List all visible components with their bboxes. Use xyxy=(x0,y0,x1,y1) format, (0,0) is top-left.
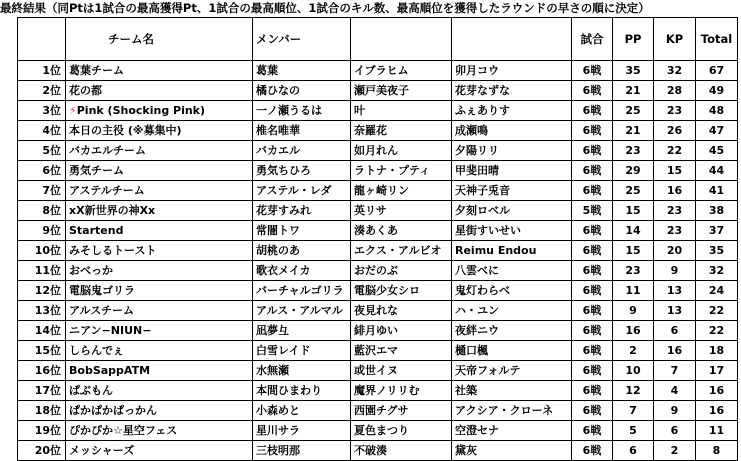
total-cell: 18 xyxy=(696,341,738,361)
rank-cell: 10位 xyxy=(18,241,66,261)
pp-cell: 11 xyxy=(613,281,654,301)
total-cell: 22 xyxy=(696,301,738,321)
team-name-cell: Startend xyxy=(66,221,253,241)
matches-cell: 6戦 xyxy=(572,81,613,101)
table-row xyxy=(18,61,738,81)
matches-cell: 6戦 xyxy=(572,121,613,141)
table-row xyxy=(18,301,738,321)
member-cell: 英リサ xyxy=(351,201,452,221)
pp-cell: 16 xyxy=(613,321,654,341)
matches-header: 試合 xyxy=(572,18,613,61)
pp-cell: 25 xyxy=(613,101,654,121)
total-cell: 8 xyxy=(696,441,738,461)
team-name-cell: xX新世界の神Xx xyxy=(66,201,253,221)
pp-cell: 10 xyxy=(613,361,654,381)
kp-cell: 9 xyxy=(654,401,696,421)
kp-cell: 7 xyxy=(654,361,696,381)
members-header-spacer xyxy=(351,18,452,61)
kp-cell: 22 xyxy=(654,141,696,161)
pp-cell: 35 xyxy=(613,61,654,81)
matches-cell: 6戦 xyxy=(572,401,613,421)
member-cell: Reimu Endou xyxy=(452,241,572,261)
member-cell: 瀬戸美夜子 xyxy=(351,81,452,101)
table-row xyxy=(18,321,738,341)
kp-cell: 2 xyxy=(654,441,696,461)
pp-cell: 14 xyxy=(613,221,654,241)
pp-cell: 5 xyxy=(613,421,654,441)
table-row xyxy=(18,261,738,281)
kp-cell: 9 xyxy=(654,261,696,281)
member-cell: 叶 xyxy=(351,101,452,121)
member-cell: 空澄セナ xyxy=(452,421,572,441)
rank-cell: 1位 xyxy=(18,61,66,81)
pp-cell: 25 xyxy=(613,181,654,201)
kp-cell: 32 xyxy=(654,61,696,81)
team-name-cell: みそしるトースト xyxy=(66,241,253,261)
member-cell: 鬼灯わらべ xyxy=(452,281,572,301)
rank-cell: 14位 xyxy=(18,321,66,341)
member-cell: 凪夢彑 xyxy=(253,321,351,341)
total-cell: 22 xyxy=(696,321,738,341)
matches-cell: 6戦 xyxy=(572,261,613,281)
rank-cell: 2位 xyxy=(18,81,66,101)
matches-cell: 6戦 xyxy=(572,301,613,321)
matches-cell: 6戦 xyxy=(572,181,613,201)
team-name-cell: 本日の主役 (※募集中) xyxy=(66,121,253,141)
member-cell: 龍ヶ崎リン xyxy=(351,181,452,201)
member-cell: 社築 xyxy=(452,381,572,401)
member-cell: 天帝フォルテ xyxy=(452,361,572,381)
matches-cell: 6戦 xyxy=(572,281,613,301)
member-cell: 本間ひまわり xyxy=(253,381,351,401)
rank-header xyxy=(18,18,66,61)
member-cell: 水無瀬 xyxy=(253,361,351,381)
rank-cell: 12位 xyxy=(18,281,66,301)
pp-cell: 21 xyxy=(613,81,654,101)
matches-cell: 6戦 xyxy=(572,381,613,401)
total-cell: 32 xyxy=(696,261,738,281)
page-title: 最終結果（同Ptは1試合の最高獲得Pt、1試合の最高順位、1試合のキル数、最高順位を獲得したラウンドの早さの順に決定） xyxy=(0,1,650,15)
table-row xyxy=(18,401,738,421)
members-header: メンバー xyxy=(253,18,351,61)
rank-cell: 8位 xyxy=(18,201,66,221)
team-name-cell: ニアン−NIUN− xyxy=(66,321,253,341)
table-row xyxy=(18,161,738,181)
team-name-cell: バカエルチーム xyxy=(66,141,253,161)
rank-cell: 4位 xyxy=(18,121,66,141)
kp-cell: 13 xyxy=(654,301,696,321)
rank-cell: 18位 xyxy=(18,401,66,421)
table-row xyxy=(18,361,738,381)
table-row xyxy=(18,441,738,461)
kp-cell: 23 xyxy=(654,101,696,121)
rank-cell: 16位 xyxy=(18,361,66,381)
total-cell: 37 xyxy=(696,221,738,241)
matches-cell: 6戦 xyxy=(572,421,613,441)
member-cell: 夕刻ロベル xyxy=(452,201,572,221)
member-cell: 樋口楓 xyxy=(452,341,572,361)
table-row xyxy=(18,341,738,361)
total-cell: 16 xyxy=(696,401,738,421)
team-name-cell: ぱかぱかぱっかん xyxy=(66,401,253,421)
matches-cell: 6戦 xyxy=(572,61,613,81)
member-cell: 小森めと xyxy=(253,401,351,421)
total-header: Total xyxy=(696,18,738,61)
team-name-cell: アルスチーム xyxy=(66,301,253,321)
member-cell: 成瀬鳴 xyxy=(452,121,572,141)
table-row xyxy=(18,81,738,101)
member-cell: 花芽すみれ xyxy=(253,201,351,221)
pp-cell: 23 xyxy=(613,261,654,281)
member-cell: 星街すいせい xyxy=(452,221,572,241)
lightning-icon: ⚡ xyxy=(69,103,77,117)
member-cell: 花芽なずな xyxy=(452,81,572,101)
team-name-cell: 葛葉チーム xyxy=(66,61,253,81)
team-name-cell: 勇気チーム xyxy=(66,161,253,181)
kp-cell: 16 xyxy=(654,181,696,201)
table-row xyxy=(18,381,738,401)
member-cell: アクシア・クローネ xyxy=(452,401,572,421)
member-cell: 藍沢エマ xyxy=(351,341,452,361)
team-name-cell: ⚡Pink (Shocking Pink) xyxy=(66,101,253,121)
team-name-cell: しらんでぇ xyxy=(66,341,253,361)
member-cell: 甲斐田晴 xyxy=(452,161,572,181)
total-cell: 24 xyxy=(696,281,738,301)
total-cell: 44 xyxy=(696,161,738,181)
member-cell: 卯月コウ xyxy=(452,61,572,81)
table-row xyxy=(18,241,738,261)
pp-cell: 12 xyxy=(613,381,654,401)
matches-cell: 6戦 xyxy=(572,221,613,241)
member-cell: ふぇありす xyxy=(452,101,572,121)
table-row xyxy=(18,421,738,441)
pp-cell: 29 xyxy=(613,161,654,181)
kp-cell: 6 xyxy=(654,421,696,441)
member-cell: 不破湊 xyxy=(351,441,452,461)
team-name-cell: BobSappATM xyxy=(66,361,253,381)
rank-cell: 11位 xyxy=(18,261,66,281)
kp-cell: 23 xyxy=(654,221,696,241)
pp-header: PP xyxy=(613,18,654,61)
kp-cell: 6 xyxy=(654,321,696,341)
member-cell: 葛葉 xyxy=(253,61,351,81)
total-cell: 45 xyxy=(696,141,738,161)
matches-cell: 6戦 xyxy=(572,321,613,341)
rank-cell: 5位 xyxy=(18,141,66,161)
member-cell: エクス・アルビオ xyxy=(351,241,452,261)
rank-cell: 13位 xyxy=(18,301,66,321)
pp-cell: 15 xyxy=(613,241,654,261)
member-cell: バカエル xyxy=(253,141,351,161)
team-name-cell: ぴかぴか☆星空フェス xyxy=(66,421,253,441)
member-cell: 三枝明那 xyxy=(253,441,351,461)
rank-cell: 9位 xyxy=(18,221,66,241)
total-cell: 49 xyxy=(696,81,738,101)
matches-cell: 6戦 xyxy=(572,441,613,461)
member-cell: 勇気ちひろ xyxy=(253,161,351,181)
members-header-spacer xyxy=(452,18,572,61)
total-cell: 16 xyxy=(696,381,738,401)
member-cell: 胡桃のあ xyxy=(253,241,351,261)
table-row xyxy=(18,281,738,301)
matches-cell: 6戦 xyxy=(572,241,613,261)
member-cell: 夕陽リリ xyxy=(452,141,572,161)
total-cell: 47 xyxy=(696,121,738,141)
member-cell: 常闇トワ xyxy=(253,221,351,241)
member-cell: 一ノ瀬うるは xyxy=(253,101,351,121)
table-row xyxy=(18,181,738,201)
total-cell: 35 xyxy=(696,241,738,261)
pp-cell: 7 xyxy=(613,401,654,421)
member-cell: 或世イヌ xyxy=(351,361,452,381)
kp-cell: 20 xyxy=(654,241,696,261)
matches-cell: 6戦 xyxy=(572,101,613,121)
team-name-cell: ぱぶもん xyxy=(66,381,253,401)
matches-cell: 6戦 xyxy=(572,141,613,161)
pp-cell: 9 xyxy=(613,301,654,321)
total-cell: 41 xyxy=(696,181,738,201)
table-header-row xyxy=(18,18,738,61)
kp-cell: 23 xyxy=(654,201,696,221)
member-cell: バーチャルゴリラ xyxy=(253,281,351,301)
total-cell: 67 xyxy=(696,61,738,81)
table-row xyxy=(18,121,738,141)
member-cell: 八雲べに xyxy=(452,261,572,281)
table-row xyxy=(18,101,738,121)
total-cell: 38 xyxy=(696,201,738,221)
rank-cell: 15位 xyxy=(18,341,66,361)
pp-cell: 21 xyxy=(613,121,654,141)
kp-cell: 28 xyxy=(654,81,696,101)
kp-cell: 16 xyxy=(654,341,696,361)
rank-cell: 3位 xyxy=(18,101,66,121)
total-cell: 17 xyxy=(696,361,738,381)
member-cell: 電脳少女シロ xyxy=(351,281,452,301)
member-cell: アステル・レダ xyxy=(253,181,351,201)
rank-cell: 19位 xyxy=(18,421,66,441)
kp-cell: 26 xyxy=(654,121,696,141)
rank-cell: 17位 xyxy=(18,381,66,401)
member-cell: 夜絆ニウ xyxy=(452,321,572,341)
member-cell: 夏色まつり xyxy=(351,421,452,441)
member-cell: 緋月ゆい xyxy=(351,321,452,341)
results-table xyxy=(17,17,738,461)
rank-cell: 7位 xyxy=(18,181,66,201)
member-cell: アルス・アルマル xyxy=(253,301,351,321)
member-cell: 椎名唯華 xyxy=(253,121,351,141)
kp-cell: 4 xyxy=(654,381,696,401)
rank-cell: 6位 xyxy=(18,161,66,181)
member-cell: 如月れん xyxy=(351,141,452,161)
pp-cell: 15 xyxy=(613,201,654,221)
matches-cell: 5戦 xyxy=(572,201,613,221)
team-name-header: チーム名 xyxy=(66,18,253,61)
member-cell: 西園チグサ xyxy=(351,401,452,421)
member-cell: 天神子兎音 xyxy=(452,181,572,201)
team-name-cell: おべっか xyxy=(66,261,253,281)
member-cell: 湊あくあ xyxy=(351,221,452,241)
member-cell: 奈羅花 xyxy=(351,121,452,141)
member-cell: 歌衣メイカ xyxy=(253,261,351,281)
team-name-cell: 花の都 xyxy=(66,81,253,101)
team-name-cell: メッシャーズ xyxy=(66,441,253,461)
team-name-cell: 電脳鬼ゴリラ xyxy=(66,281,253,301)
table-row xyxy=(18,141,738,161)
member-cell: ラトナ・プティ xyxy=(351,161,452,181)
member-cell: 黛灰 xyxy=(452,441,572,461)
pp-cell: 23 xyxy=(613,141,654,161)
member-cell: おだのぶ xyxy=(351,261,452,281)
table-row xyxy=(18,201,738,221)
kp-cell: 15 xyxy=(654,161,696,181)
team-name-cell: アステルチーム xyxy=(66,181,253,201)
member-cell: ハ・ユン xyxy=(452,301,572,321)
member-cell: 白雪レイド xyxy=(253,341,351,361)
rank-cell: 20位 xyxy=(18,441,66,461)
matches-cell: 6戦 xyxy=(572,161,613,181)
total-cell: 11 xyxy=(696,421,738,441)
member-cell: 星川サラ xyxy=(253,421,351,441)
kp-cell: 13 xyxy=(654,281,696,301)
matches-cell: 6戦 xyxy=(572,341,613,361)
total-cell: 48 xyxy=(696,101,738,121)
pp-cell: 2 xyxy=(613,341,654,361)
member-cell: 夜見れな xyxy=(351,301,452,321)
kp-header: KP xyxy=(654,18,696,61)
member-cell: 橘ひなの xyxy=(253,81,351,101)
table-row xyxy=(18,221,738,241)
pp-cell: 6 xyxy=(613,441,654,461)
member-cell: イブラヒム xyxy=(351,61,452,81)
member-cell: 魔界ノリリむ xyxy=(351,381,452,401)
matches-cell: 6戦 xyxy=(572,361,613,381)
